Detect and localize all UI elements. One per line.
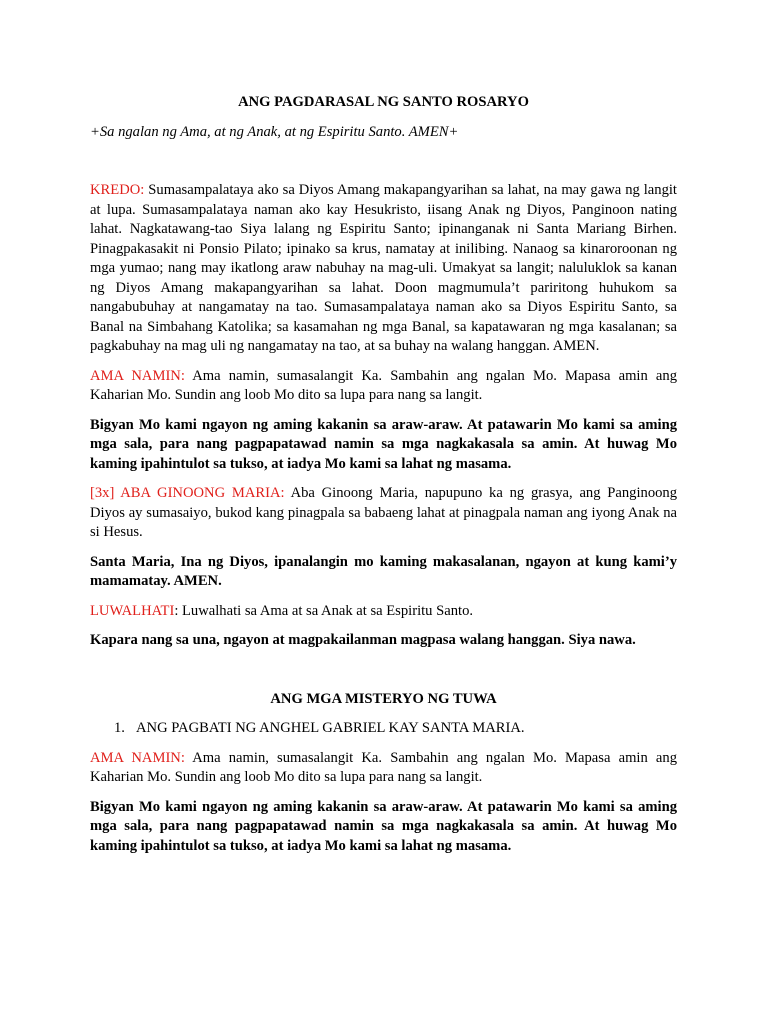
document-title: ANG PAGDARASAL NG SANTO ROSARYO	[238, 94, 529, 110]
aba-ginoong-maria-label: [3x] ABA GINOONG MARIA:	[90, 485, 285, 501]
ama-namin-label-2: AMA NAMIN:	[90, 749, 185, 766]
luwalhati-label: LUWALHATI	[90, 602, 175, 619]
luwalhati-response: Kapara nang sa una, ngayon at magpakailanman magpasa walang hanggan. Siya nawa.	[90, 632, 636, 648]
aba-ginoong-maria-paragraph	[90, 484, 677, 543]
ama-namin-paragraph	[90, 367, 677, 406]
kredo-paragraph	[90, 181, 677, 357]
kredo-label: KREDO:	[90, 182, 145, 198]
mystery-list-item	[90, 719, 677, 739]
ama-namin-label: AMA NAMIN:	[90, 367, 185, 384]
aba-ginoong-maria-text: Aba Ginoong Maria, napupuno ka ng grasya, ang Panginoong Diyos ay sumasaiyo, bukod kang pinagpala sa babaeng lahat at pinagpala naman ang iyong Anak na si Hesus.	[90, 485, 678, 540]
mystery-text: ANG PAGBATI NG ANGHEL GABRIEL KAY SANTA MARIA.	[136, 720, 525, 736]
luwalhati-text: : Luwalhati sa Ama at sa Anak at sa Espiritu Santo.	[174, 602, 474, 619]
sign-of-cross: +Sa ngalan ng Ama, at ng Anak, at ng Espiritu Santo. AMEN+	[90, 123, 459, 140]
ama-namin-paragraph-2	[90, 749, 677, 788]
ama-namin-response-2: Bigyan Mo kami ngayon ng aming kakanin sa araw-araw. At patawarin Mo kami sa aming mga sala, para nang pagpapatawad namin sa mga nagkakasala sa amin. At huwag Mo kaming ipahintulot sa tukso, at iadya Mo kami sa lahat ng masama.	[90, 798, 677, 854]
ama-namin-text-2: Ama namin, sumasalangit Ka. Sambahin ang ngalan Mo. Mapasa amin ang Kaharian Mo. Sundin ang loob Mo dito sa lupa para nang sa langit.	[90, 749, 677, 785]
ama-namin-text: Ama namin, sumasalangit Ka. Sambahin ang ngalan Mo. Mapasa amin ang Kaharian Mo. Sundin ang loob Mo dito sa lupa para nang sa langit.	[90, 367, 677, 403]
ama-namin-response: Bigyan Mo kami ngayon ng aming kakanin sa araw-araw. At patawarin Mo kami sa aming mga sala, para nang pagpapatawad namin sa mga nagkakasala sa amin. At huwag Mo kaming ipahintulot sa tukso, at iadya Mo kami sa lahat ng masama.	[90, 416, 677, 472]
section-title-misteryo-ng-tuwa: ANG MGA MISTERYO NG TUWA	[270, 690, 497, 707]
kredo-text: Sumasampalataya ako sa Diyos Amang makapangyarihan sa lahat, na may gawa ng langit at lupa. Sumasampalataya naman ako kay Hesukristo, iisang Anak ng Diyos, Panginoon nating lahat. Nagkatawang-tao Siya lalang ng Espiritu Santo; ipinanganak ni Santa Mariang Birhen. Pinagpakasakit ni Ponsio Pilato; ipinako sa krus, namatay at inilibing. Nanaog sa kinaroroonan ng mga yumao; nang may ikatlong araw nabuhay na mag-uli. Umakyat sa langit; naluluklok sa kanan ng Diyos Amang makapangyarihan sa lahat. Doon magmumula’t pariritong huhukom sa nangabubuhay at nangamatay na tao. Sumasampalataya naman ako sa Diyos Espiritu Santo, sa Banal na Simbahang Katolika; sa kasamahan ng mga Banal, sa kapatawaran ng mga kasalanan; sa pagkabuhay na mag uli ng nangamatay na tao, at sa buhay na walang hanggan. AMEN.	[90, 182, 677, 354]
document-page	[90, 93, 677, 856]
aba-ginoong-maria-response: Santa Maria, Ina ng Diyos, ipanalangin mo kaming makasalanan, ngayon at kung kami’y mamamatay. AMEN.	[90, 553, 677, 589]
mystery-number: 1.	[114, 720, 125, 736]
luwalhati-paragraph	[90, 602, 677, 622]
